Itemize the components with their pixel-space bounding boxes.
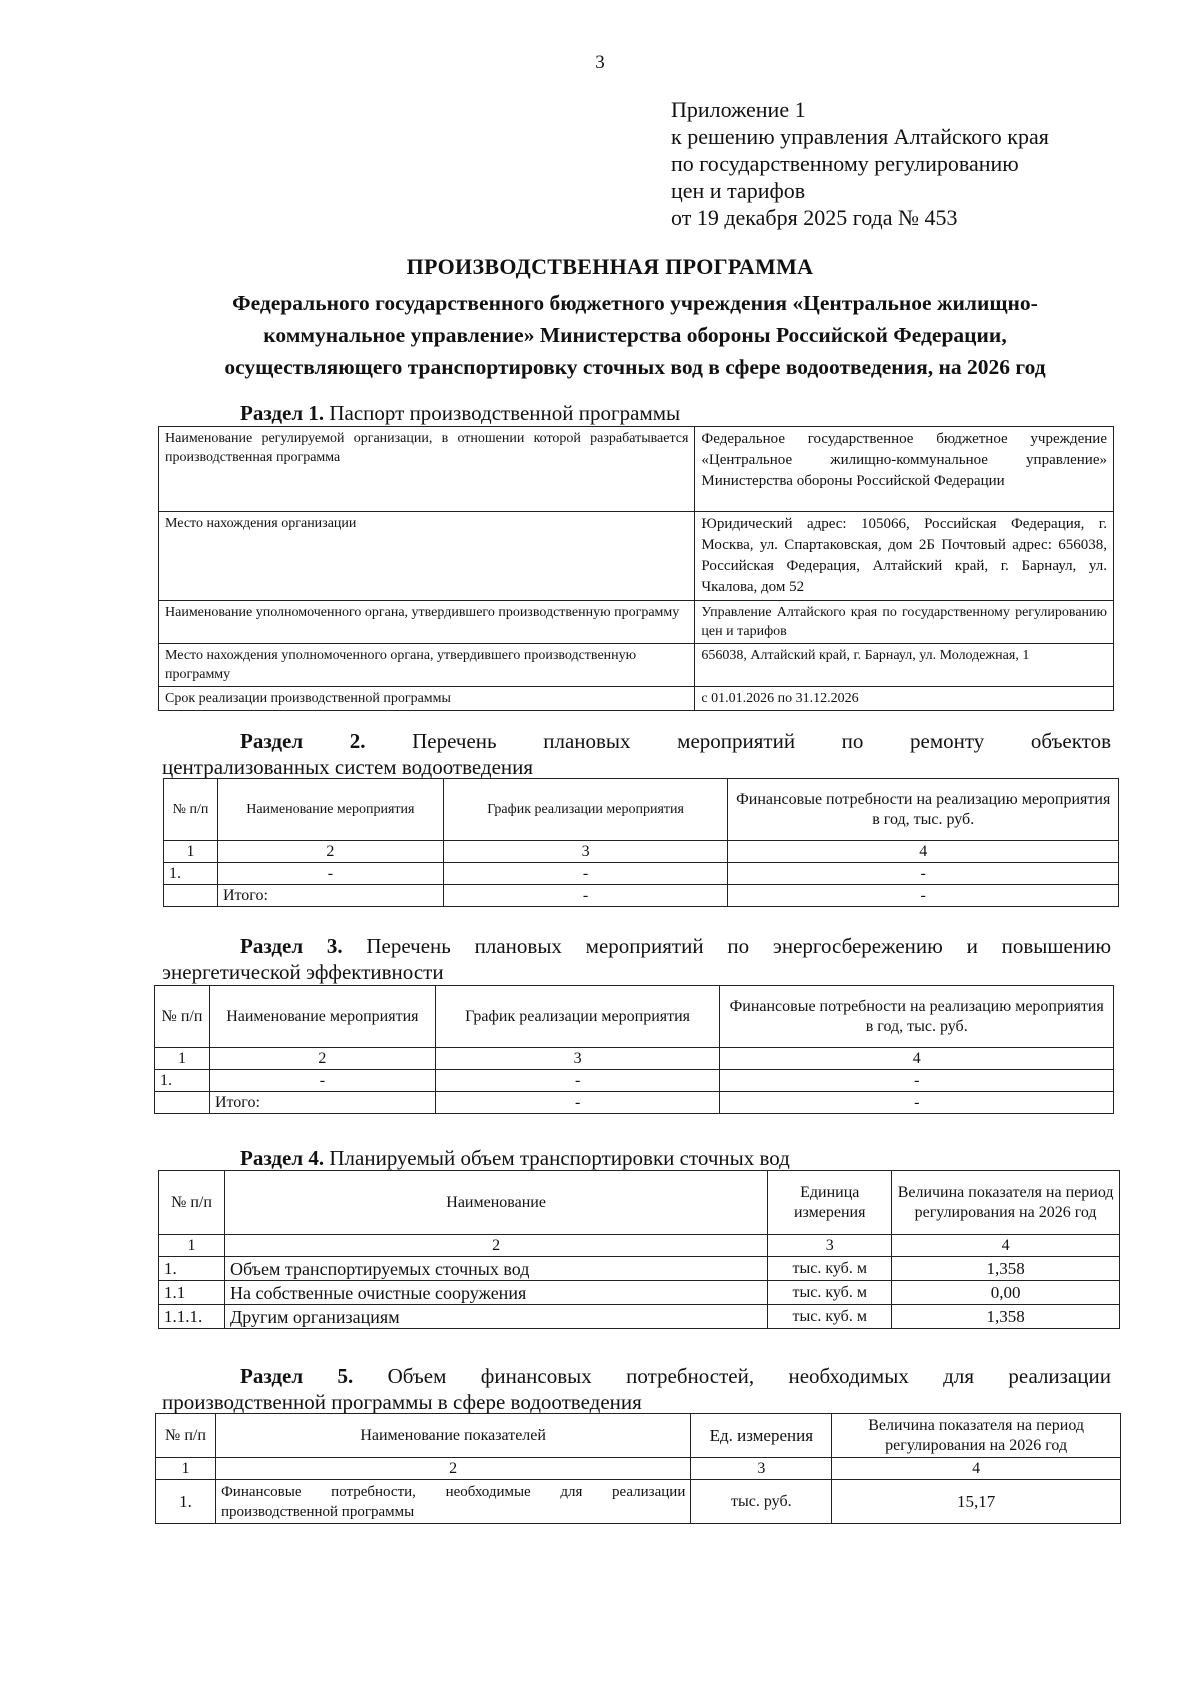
passport-label: Место нахождения организации [159, 512, 695, 601]
table-cell: 1.1 [159, 1281, 225, 1305]
table-cell: Объем транспортируемых сточных вод [224, 1257, 767, 1281]
table-cell: - [728, 863, 1119, 885]
section1-heading [240, 400, 680, 426]
column-number: 1 [156, 1458, 216, 1480]
table-row [159, 1257, 1120, 1281]
table-cell: тыс. куб. м [768, 1281, 892, 1305]
table-row [155, 1070, 1114, 1092]
column-header: Наименование мероприятия [209, 986, 435, 1048]
table-cell: тыс. куб. м [768, 1305, 892, 1329]
energy-measures-table [154, 985, 1114, 1114]
passport-value: Юридический адрес: 105066, Российская Федерация, г. Москва, ул. Спартаковская, дом 2Б Почтовый адрес: 656038, Российская Федерация, Алтайский край, г. Барнаул, ул. Чкалова, дом 52 [695, 512, 1114, 601]
appendix-block [671, 96, 1049, 231]
table-cell: тыс. куб. м [768, 1257, 892, 1281]
section3-line1: Перечень плановых мероприятий по энергосбережению и повышению [366, 934, 1112, 958]
table-row [159, 1305, 1120, 1329]
column-header: № п/п [155, 986, 210, 1048]
table-row [164, 863, 1119, 885]
table-row [159, 1235, 1120, 1257]
section4-label: Раздел 4. [240, 1146, 325, 1170]
section1-label: Раздел 1. [240, 401, 325, 425]
table-cell: - [217, 863, 443, 885]
column-header: Величина показателя на период регулирования на 2026 год [892, 1171, 1120, 1235]
column-header: Наименование [224, 1171, 767, 1235]
table-row [159, 512, 1114, 601]
column-header: Финансовые потребности на реализацию мероприятия в год, тыс. руб. [728, 779, 1119, 841]
appendix-line: по государственному регулированию [671, 151, 1019, 176]
passport-label: Срок реализации производственной программы [159, 687, 695, 711]
table-cell [164, 885, 218, 907]
section5-heading [162, 1363, 1111, 1415]
table-header-row [156, 1414, 1121, 1458]
column-number: 2 [209, 1048, 435, 1070]
column-number: 1 [164, 841, 218, 863]
column-number: 1 [159, 1235, 225, 1257]
passport-label: Наименование регулируемой организации, в отношении которой разрабатывается производственная программа [159, 427, 695, 512]
column-number: 3 [435, 1048, 720, 1070]
section1-text: Паспорт производственной программы [329, 401, 681, 425]
table-cell: На собственные очистные сооружения [224, 1281, 767, 1305]
column-number: 3 [691, 1458, 832, 1480]
table-cell: - [435, 1070, 720, 1092]
column-header: График реализации мероприятия [443, 779, 728, 841]
table-cell: 1. [159, 1257, 225, 1281]
table-cell: Финансовые потребности, необходимые для реализации производственной программы [215, 1480, 690, 1524]
section5-line2: производственной программы в сфере водоотведения [162, 1390, 642, 1414]
table-row [159, 1281, 1120, 1305]
total-label: Итого: [209, 1092, 435, 1114]
table-cell: 0,00 [892, 1281, 1120, 1305]
column-number: 4 [832, 1458, 1121, 1480]
section2-label: Раздел 2. [240, 729, 366, 753]
table-cell: 1,358 [892, 1305, 1120, 1329]
table-row [156, 1458, 1121, 1480]
subtitle-line: осуществляющего транспортировку сточных вод в сфере водоотведения, на 2026 год [224, 355, 1046, 379]
table-row [159, 687, 1114, 711]
passport-value: 656038, Алтайский край, г. Барнаул, ул. Молодежная, 1 [695, 644, 1114, 687]
table-header-row [159, 1171, 1120, 1235]
column-header: Единица измерения [768, 1171, 892, 1235]
financial-needs-table [155, 1413, 1121, 1524]
table-cell: - [443, 885, 728, 907]
column-header: Ед. измерения [691, 1414, 832, 1458]
table-cell: - [209, 1070, 435, 1092]
passport-value: с 01.01.2026 по 31.12.2026 [695, 687, 1114, 711]
table-row [159, 644, 1114, 687]
section4-text: Планируемый объем транспортировки сточных вод [329, 1146, 790, 1170]
appendix-line: цен и тарифов [671, 178, 806, 203]
table-cell: - [435, 1092, 720, 1114]
column-number: 4 [892, 1235, 1120, 1257]
passport-value: Федеральное государственное бюджетное учреждение «Центральное жилищно-коммунальное управление» Министерства обороны Российской Федерации [695, 427, 1114, 512]
section2-line2: централизованных систем водоотведения [162, 755, 534, 779]
column-header: Финансовые потребности на реализацию мероприятия в год, тыс. руб. [720, 986, 1114, 1048]
column-header: График реализации мероприятия [435, 986, 720, 1048]
repair-measures-table [163, 778, 1119, 907]
table-cell: - [720, 1070, 1114, 1092]
column-number: 1 [155, 1048, 210, 1070]
column-header: № п/п [159, 1171, 225, 1235]
appendix-line: от 19 декабря 2025 года № 453 [671, 205, 958, 230]
column-number: 3 [768, 1235, 892, 1257]
table-cell: 1. [164, 863, 218, 885]
table-total-row [155, 1092, 1114, 1114]
table-cell: - [720, 1092, 1114, 1114]
appendix-line: к решению управления Алтайского края [671, 124, 1049, 149]
table-cell: - [443, 863, 728, 885]
section3-heading [162, 933, 1111, 985]
section3-line2: энергетической эффективности [162, 960, 444, 984]
section4-heading [240, 1145, 790, 1171]
table-cell: - [728, 885, 1119, 907]
table-row [164, 841, 1119, 863]
table-cell: 1.1.1. [159, 1305, 225, 1329]
table-cell: Другим организациям [224, 1305, 767, 1329]
passport-value: Управление Алтайского края по государственному регулированию цен и тарифов [695, 601, 1114, 644]
table-row [155, 1048, 1114, 1070]
section5-line1: Объем финансовых потребностей, необходимых для реализации [387, 1364, 1111, 1388]
column-number: 2 [217, 841, 443, 863]
column-number: 2 [215, 1458, 690, 1480]
subtitle-line: коммунальное управление» Министерства обороны Российской Федерации, [263, 323, 1007, 347]
passport-label: Наименование уполномоченного органа, утвердившего производственную программу [159, 601, 695, 644]
table-total-row [164, 885, 1119, 907]
column-header: № п/п [156, 1414, 216, 1458]
table-cell: 1. [155, 1070, 210, 1092]
section3-label: Раздел 3. [240, 934, 343, 958]
appendix-line: Приложение 1 [671, 97, 806, 122]
table-header-row [164, 779, 1119, 841]
document-title: ПРОИЗВОДСТВЕННАЯ ПРОГРАММА [406, 254, 814, 279]
column-header: Наименование показателей [215, 1414, 690, 1458]
column-header: Наименование мероприятия [217, 779, 443, 841]
section5-label: Раздел 5. [240, 1364, 354, 1388]
column-number: 4 [720, 1048, 1114, 1070]
document-subtitle [150, 287, 1120, 383]
column-number: 3 [443, 841, 728, 863]
passport-label: Место нахождения уполномоченного органа, утвердившего производственную программу [159, 644, 695, 687]
total-label: Итого: [217, 885, 443, 907]
table-row [159, 427, 1114, 512]
table-cell [155, 1092, 210, 1114]
subtitle-line: Федерального государственного бюджетного учреждения «Центральное жилищно- [232, 291, 1038, 315]
table-cell: 1,358 [892, 1257, 1120, 1281]
page-number: 3 [595, 52, 605, 73]
table-cell: 1. [156, 1480, 216, 1524]
table-header-row [155, 986, 1114, 1048]
transport-volume-table [158, 1170, 1120, 1329]
section2-heading [162, 728, 1111, 780]
section2-line1: Перечень плановых мероприятий по ремонту объектов [412, 729, 1111, 753]
column-header: № п/п [164, 779, 218, 841]
column-number: 4 [728, 841, 1119, 863]
column-header: Величина показателя на период регулирования на 2026 год [832, 1414, 1121, 1458]
passport-table [158, 426, 1114, 711]
table-cell: тыс. руб. [691, 1480, 832, 1524]
table-row [156, 1480, 1121, 1524]
column-number: 2 [224, 1235, 767, 1257]
table-row [159, 601, 1114, 644]
table-cell: 15,17 [832, 1480, 1121, 1524]
